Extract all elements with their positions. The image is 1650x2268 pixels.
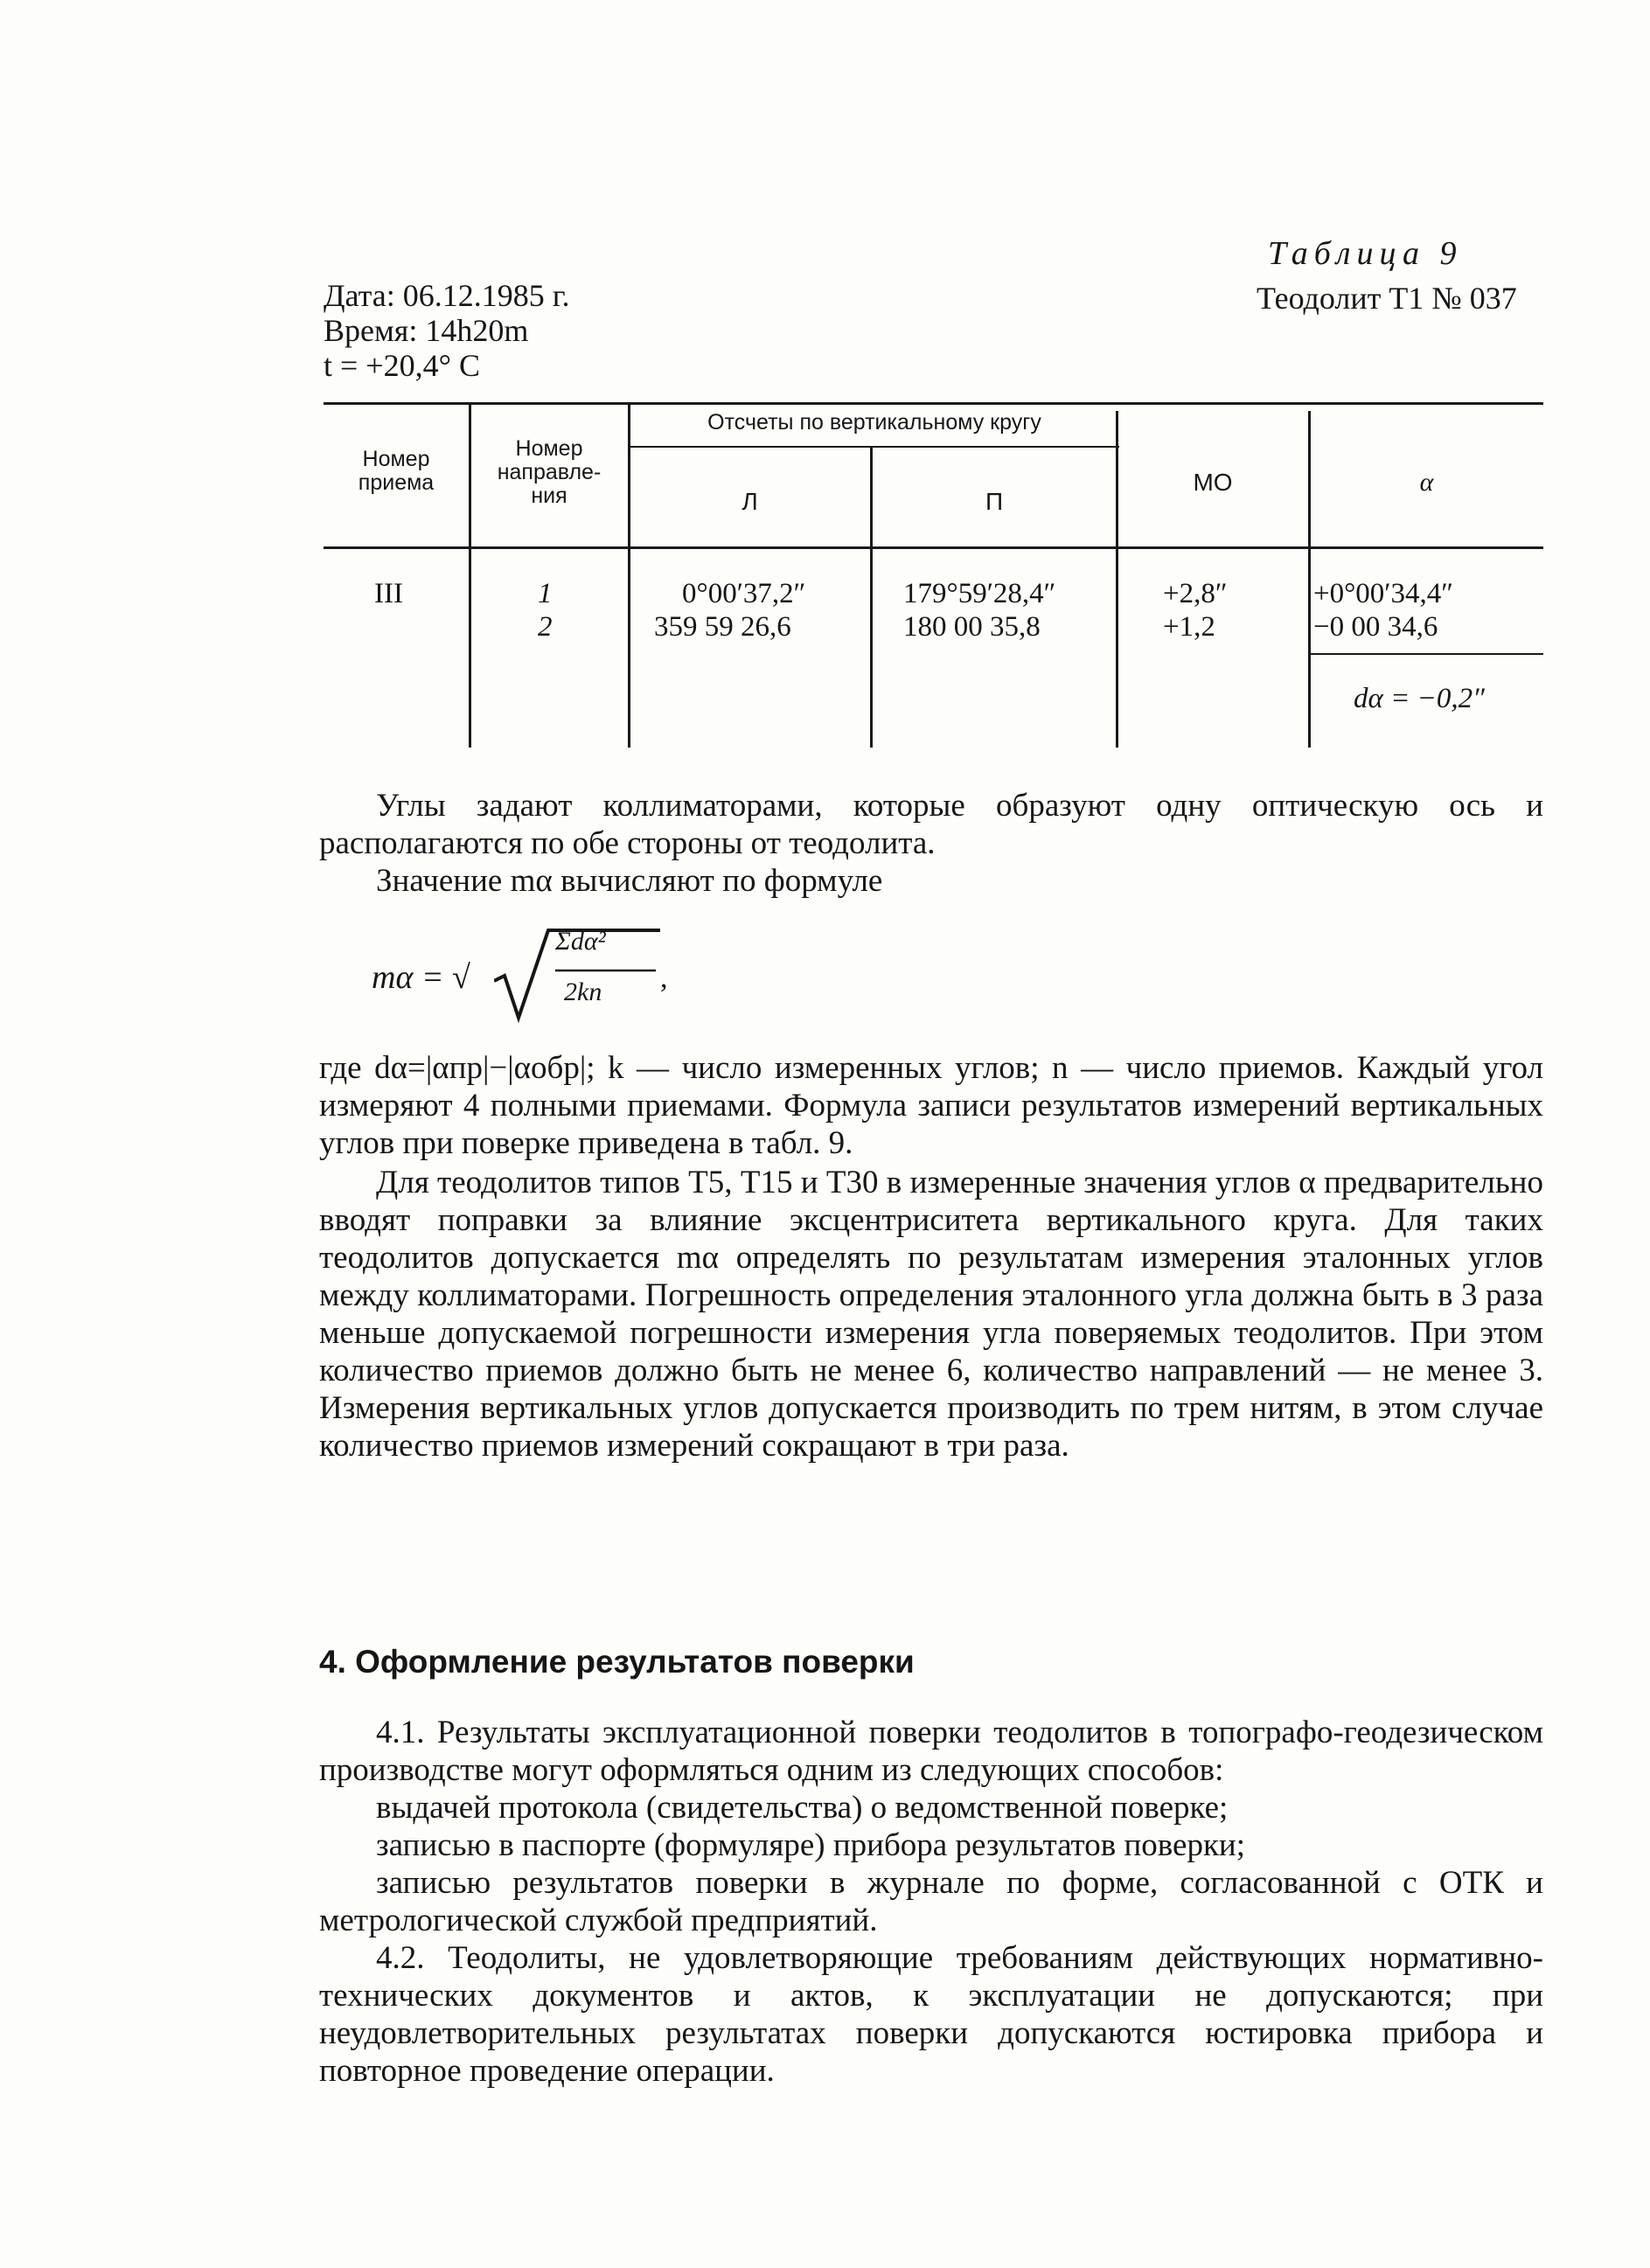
col-rule-1 xyxy=(469,402,471,748)
d-alpha-value: dα = −0,2″ xyxy=(1354,683,1485,714)
paragraph-definitions xyxy=(319,1049,1543,1464)
header-l: Л xyxy=(741,488,758,515)
date-line: Дата: 06.12.1985 г. xyxy=(324,278,570,313)
temperature-line: t = +20,4° C xyxy=(324,348,481,383)
paragraph-1: Углы задают коллиматорами, которые образуют одну оптическую ось и располагаются по обе стороны от теодолита. xyxy=(319,788,1543,861)
table-top-rule xyxy=(324,402,1543,405)
paragraph-4-1: 4.1. Результаты эксплуатационной поверки теодолитов в топографо-геодезическом производстве могут оформляться одним из следующих способов: xyxy=(319,1715,1543,1788)
formula-comma: , xyxy=(660,962,668,994)
p-value-1: 179°59′28,4″ xyxy=(903,578,1056,609)
alpha-value-2: −0 00 34,6 xyxy=(1313,611,1438,643)
formula-lhs: mα = √ xyxy=(372,959,470,996)
paragraph-journal: записью результатов поверки в журнале по форме, согласованной с ОТК и метрологической службой предприятий. xyxy=(319,1865,1543,1938)
mo-value-1: +2,8″ xyxy=(1163,578,1228,609)
col-rule-5 xyxy=(1308,411,1311,748)
paragraph-passport: записью в паспорте (формуляре) прибора результатов поверки; xyxy=(376,1827,1245,1863)
paragraph-collimators xyxy=(319,787,1543,900)
formula-denominator: 2kn xyxy=(564,977,602,1006)
direction-2: 2 xyxy=(538,611,553,643)
p-value-2: 180 00 35,8 xyxy=(903,611,1041,643)
reception-value: III xyxy=(374,578,403,609)
d-alpha-rule xyxy=(1310,653,1543,655)
header-alpha: α xyxy=(1419,468,1434,497)
header-bottom-rule xyxy=(324,546,1543,549)
mo-value-2: +1,2 xyxy=(1163,611,1215,643)
paragraph-4: Для теодолитов типов Т5, Т15 и Т30 в измеренные значения углов α предварительно вводят поправки за влияние эксцентриситета вертикального круга. Для таких теодолитов допускается mα определять по результатам измерения эталонных углов между коллиматорами. Погрешность определения эталонного угла должна быть в 3 раза меньше допускаемой погрешности измерения угла поверяемых теодолитов. При этом количество приемов должно быть не менее 6, количество направлений — не менее 3. Измерения вертикальных углов допускается производить по трем нитям, в этом случае количество приемов измерений сокращают в три раза. xyxy=(319,1165,1543,1464)
formula-m-alpha xyxy=(372,927,721,1023)
section-heading: 4. Оформление результатов поверки xyxy=(319,1644,915,1680)
paragraph-3: где dα=|αпр|−|αобр|; k — число измеренных углов; n — число приемов. Каждый угол измеряют 4 полными приемами. Формула записи результатов измерений вертикальных углов при поверке приведена в табл. 9. xyxy=(319,1050,1543,1161)
theodolite-label: Теодолит Т1 № 037 xyxy=(1257,281,1517,316)
header-reception-number: Номер приема xyxy=(358,447,435,495)
formula-numerator: Σdα² xyxy=(555,927,606,956)
col-rule-2 xyxy=(628,402,630,748)
time-line: Время: 14h20m xyxy=(324,313,529,348)
col-rule-4 xyxy=(1116,411,1118,748)
header-mo: МО xyxy=(1193,469,1233,496)
paragraph-2: Значение mα вычисляют по формуле xyxy=(376,863,883,899)
measurement-meta xyxy=(324,278,569,383)
group-header-rule xyxy=(630,446,1119,448)
l-value-2: 359 59 26,6 xyxy=(654,611,791,643)
paragraph-protocol: выдачей протокола (свидетельства) о ведомственной поверке; xyxy=(376,1790,1229,1826)
direction-1: 1 xyxy=(538,578,553,609)
l-value-1: 0°00′37,2″ xyxy=(682,578,806,609)
measurement-table xyxy=(324,402,1543,752)
header-vertical-circle-readings: Отсчеты по вертикальному кругу xyxy=(707,410,1041,435)
header-direction-number: Номер направле- ния xyxy=(497,436,602,508)
table-caption: Таблица 9 xyxy=(1268,235,1463,272)
paragraph-4-2: 4.2. Теодолиты, не удовлетворяющие требованиям действующих нормативно-технических документов и актов, к эксплуатации не допускаются; при неудовлетворительных результатах поверки допускаются юстировка прибора и повторное проведение операции. xyxy=(319,1940,1543,2089)
header-p: П xyxy=(985,488,1004,515)
section-4-body xyxy=(319,1714,1543,2090)
alpha-value-1: +0°00′34,4″ xyxy=(1313,578,1454,609)
